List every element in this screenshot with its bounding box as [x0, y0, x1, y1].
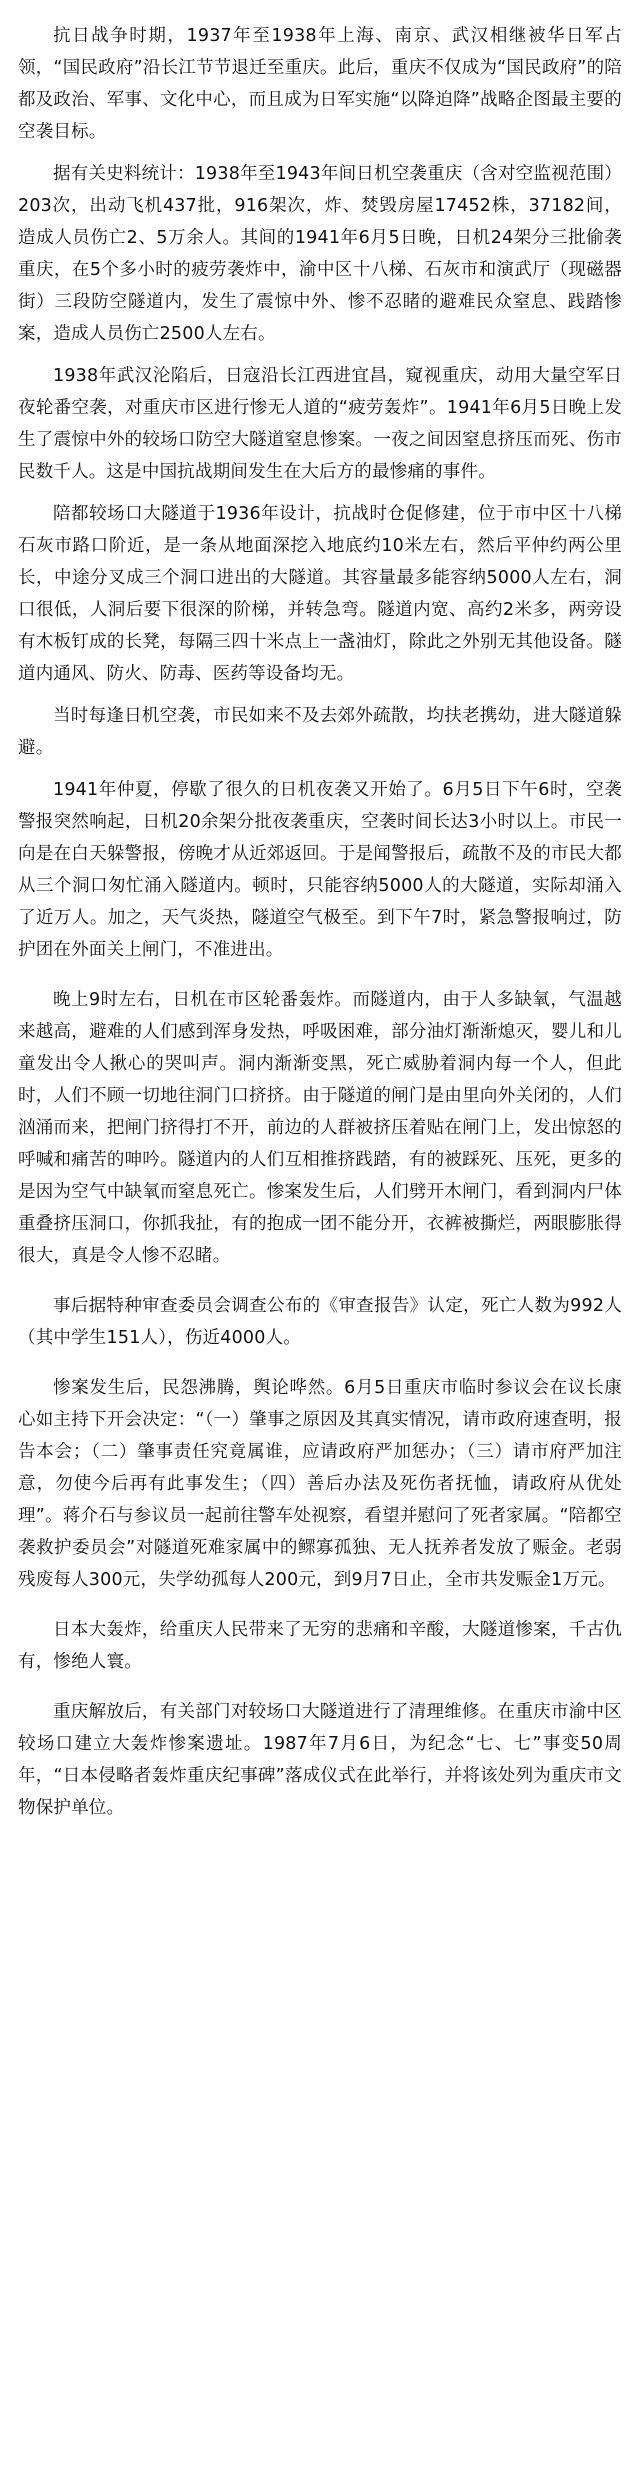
paragraph: 据有关史料统计：1938年至1943年间日机空袭重庆（含对空监视范围）203次，出动飞机437批，916架次，炸、焚毁房屋17452株，37182间，造成人员伤亡2、5万余人。其间的1941年6月5日晚，日机24架分三批偷袭重庆，在5个多小时的疲劳袭炸中，渝中区十八梯、石灰市和演武厅（现磁器街）三段防空隧道内，发生了震惊中外、惨不忍睹的避难民众窒息、践踏惨案，造成人员伤亡2500人左右。: [18, 164, 622, 344]
paragraph: 日本大轰炸，给重庆人民带来了无穷的悲痛和辛酸，大隧道惨案，千古仇有，惨绝人寰。: [18, 1620, 622, 1672]
paragraph: 晚上9时左右，日机在市区轮番轰炸。而隧道内，由于人多缺氧，气温越来越高，避难的人们感到浑身发热，呼吸困难，部分油灯渐渐熄灭，婴儿和儿童发出令人揪心的哭叫声。洞内渐渐变黑，死亡威胁着洞内每一个人，但此时，人们不顾一切地往洞门口挤挤。由于隧道的闸门是由里向外关闭的，人们汹涌而来，把闸门挤得打不开，前边的人群被挤压着贴在闸门上，发出惊怒的呼喊和痛苦的呻吟。隧道内的人们互相推挤践踏，有的被踩死、压死，更多的是因为空气中缺氧而窒息死亡。惨案发生后，人们劈开木闸门，看到洞内尸体重叠挤压洞口，你抓我扯，有的抱成一团不能分开，衣裤被撕烂，两眼膨胀得很大，真是令人惨不忍睹。: [18, 990, 622, 1266]
paragraph: 陪都较场口大隧道于1936年设计，抗战时仓促修建，位于市中区十八梯石灰市路口阶近，是一条从地面深挖入地底约10米左右，然后平仲约两公里长，中途分叉成三个洞口进出的大隧道。其容量最多能容纳5000人左右，洞口很低，人洞后要下很深的阶梯，并转急弯。隧道内宽、高约2米多，两旁设有木板钉成的长凳，每隔三四十米点上一盏油灯，除此之外别无其他设备。隧道内通风、防火、防毒、医药等设备均无。: [18, 504, 622, 684]
paragraph: 当时每逢日机空袭，市民如来不及去郊外疏散，均扶老携幼，进大隧道躲避。: [18, 706, 622, 758]
paragraph: 重庆解放后，有关部门对较场口大隧道进行了清理维修。在重庆市渝中区较场口建立大轰炸惨案遗址。1987年7月6日，为纪念“七、七”事变50周年，“日本侵略者轰炸重庆纪事碑”落成仪式在此举行，并将该处列为重庆市文物保护单位。: [18, 1702, 622, 1818]
paragraph: 1938年武汉沦陷后，日寇沿长江西进宜昌，窥视重庆，动用大量空军日夜轮番空袭，对重庆市区进行惨无人道的“疲劳轰炸”。1941年6月5日晚上发生了震惊中外的较场口防空大隧道窒息惨案。一夜之间因窒息挤压而死、伤市民数千人。这是中国抗战期间发生在大后方的最惨痛的事件。: [18, 366, 622, 482]
paragraph: 1941年仲夏，停歇了很久的日机夜袭又开始了。6月5日下午6时，空袭警报突然响起，日机20余架分批夜袭重庆，空袭时间长达3小时以上。市民一向是在白天躲警报，傍晚才从近郊返回。于是闻警报后，疏散不及的市民大都从三个洞口匆忙涌入隧道内。顿时，只能容纳5000人的大隧道，实际却涌入了近万人。加之，天气炎热，隧道空气极至。到下午7时，紧急警报响过，防护团在外面关上闸门，不准进出。: [18, 780, 622, 960]
paragraph: 事后据特种审查委员会调查公布的《审查报告》认定，死亡人数为992人（其中学生151人），伤近4000人。: [18, 1296, 622, 1348]
paragraph: 惨案发生后，民怨沸腾，舆论哗然。6月5日重庆市临时参议会在议长康心如主持下开会决定：“（一）肇事之原因及其真实情况，请市政府速查明，报告本会；（二）肇事责任究竟属谁，应请政府严加惩办；（三）请市府严加注意，勿使今后再有此事发生；（四）善后办法及死伤者抚恤，请政府从优处理”。蒋介石与参议员一起前往警车处视察，看望并慰问了死者家属。“陪都空袭救护委员会”对隧道死难家属中的鳏寡孤独、无人抚养者发放了赈金。老弱残废每人300元，失学幼孤每人200元，到9月7日止，全市共发赈金1万元。: [18, 1378, 622, 1590]
paragraph: 抗日战争时期，1937年至1938年上海、南京、武汉相继被华日军占领，“国民政府”沿长江节节退迁至重庆。此后，重庆不仅成为“国民政府”的陪都及政治、军事、文化中心，而且成为日军实施“以降迫降”战略企图最主要的空袭目标。: [18, 26, 622, 142]
